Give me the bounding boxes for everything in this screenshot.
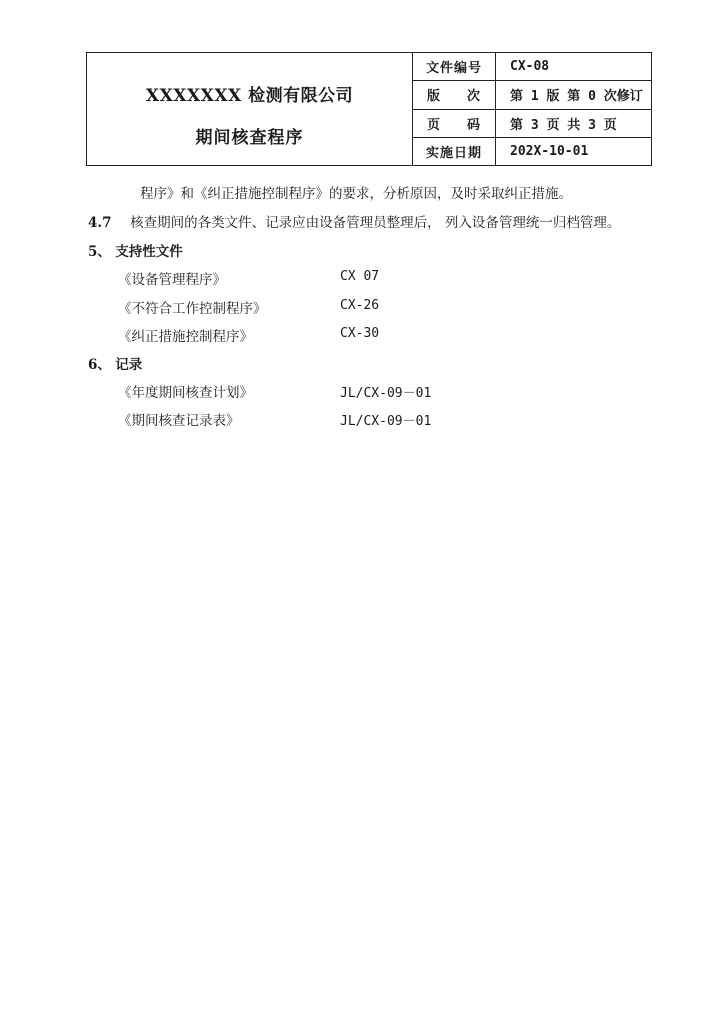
list-item-name: 《设备管理程序》 [118,272,226,288]
clause-4-7 [88,211,620,231]
clause-text: 核查期间的各类文件、记录应由设备管理员整理后， 列入设备管理统一归档管理。 [130,215,621,231]
meta-key-file-number: 文件编号 [413,53,496,80]
meta-key-page: 页 码 [413,110,496,137]
document-header-table [86,52,652,166]
meta-value-edition: 第 1 版 第 0 次修订 [510,89,643,105]
list-item-name: 《期间核查记录表》 [118,413,240,429]
list-item-code: CX 07 [340,269,380,284]
list-item-code: JL/CX-09－01 [340,386,432,401]
document-title: 期间核查程序 [195,128,304,148]
meta-row-effective-date [413,138,651,165]
meta-value-file-number: CX-08 [510,59,550,75]
continuation-paragraph: 程序》和《纠正措施控制程序》的要求，分析原因，及时采取纠正措施。 [140,186,572,202]
meta-value-effective-date: 202X-10-01 [510,143,589,159]
meta-row-edition [413,81,651,109]
section-5-heading [88,240,183,260]
list-item-name: 《纠正措施控制程序》 [118,329,253,345]
section-6-heading [88,353,142,373]
meta-value-page: 第 3 页 共 3 页 [510,117,617,133]
meta-key-effective-date: 实施日期 [413,138,496,165]
section-title: 支持性文件 [115,244,183,260]
meta-key-edition: 版 次 [413,81,496,108]
list-item-code: CX-30 [340,326,380,341]
section-number: 5、 [88,244,111,260]
list-item-code: JL/CX-09－01 [340,414,432,429]
clause-number: 4.7 [88,215,112,231]
company-name: XXXXXXX 检测有限公司 [145,86,354,106]
section-number: 6、 [88,357,111,373]
list-item-name: 《年度期间核查计划》 [118,385,253,401]
header-title-cell [87,53,413,165]
list-item-code: CX-26 [340,298,380,313]
section-title: 记录 [115,357,143,373]
header-meta-cells [413,53,651,165]
meta-row-file-number [413,53,651,81]
list-item-name: 《不符合工作控制程序》 [118,301,267,317]
meta-row-page [413,110,651,138]
